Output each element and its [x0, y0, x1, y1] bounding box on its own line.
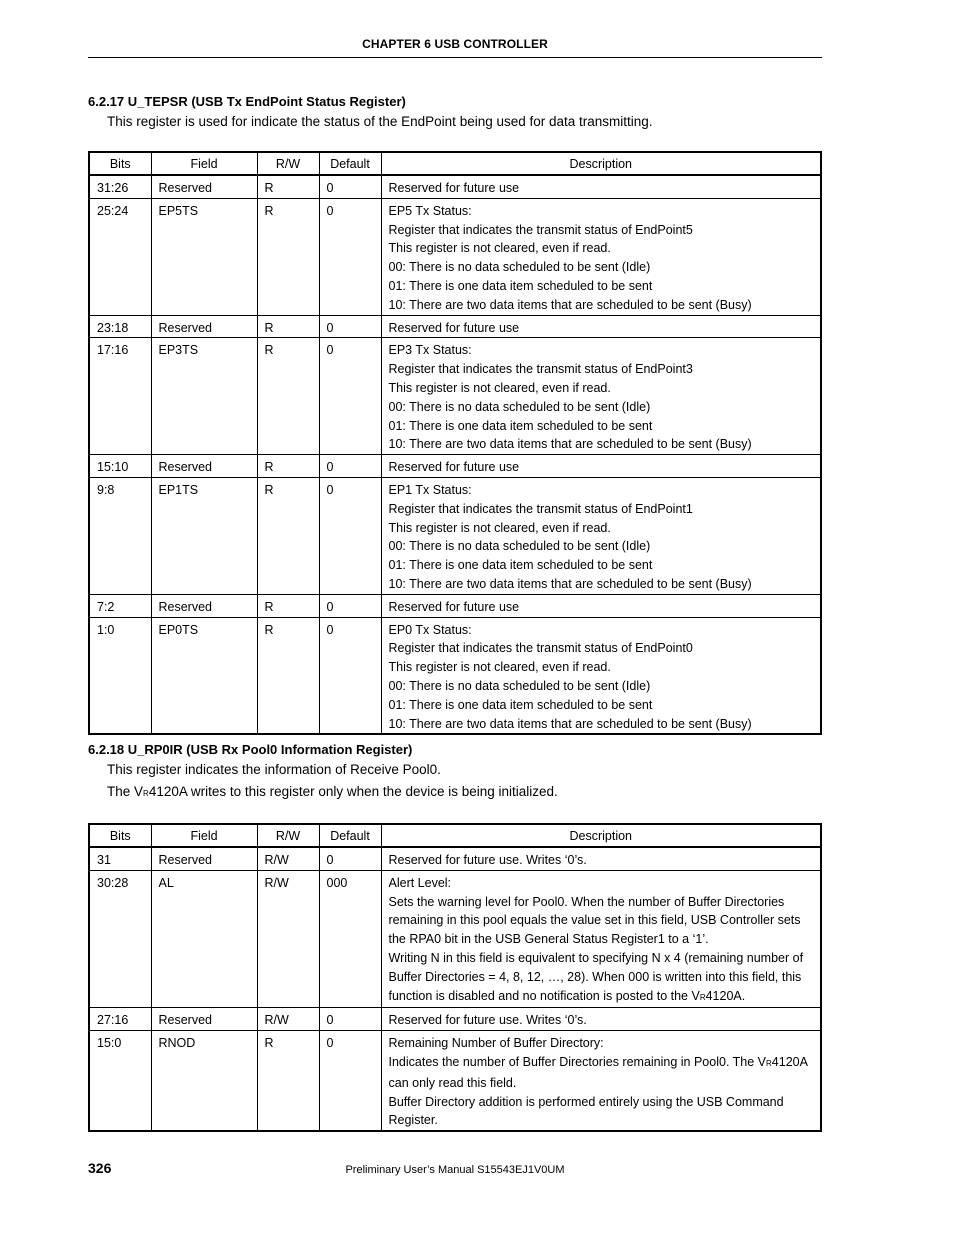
description-cell: [381, 455, 821, 478]
table-header-row: [89, 152, 821, 175]
description-line: EP3 Tx Status:: [388, 343, 472, 358]
description-line: Reserved for future use: [388, 320, 520, 335]
table-row: [89, 870, 821, 1008]
description-line: 01: There is one data item scheduled to be sent: [388, 697, 653, 712]
default-cell: 0: [319, 1031, 381, 1131]
default-cell: 0: [319, 338, 381, 455]
description-cell: [381, 338, 821, 455]
rw-cell: R: [257, 594, 319, 617]
bits-cell: 23:18: [89, 315, 151, 338]
description-line: Reserved for future use. Writes ‘0’s.: [388, 1013, 587, 1028]
table-row: [89, 477, 821, 594]
bits-cell: 15:10: [89, 455, 151, 478]
field-cell: Reserved: [151, 455, 257, 478]
table-row: [89, 1031, 821, 1131]
description-line: 00: There is no data scheduled to be sent (Idle): [388, 539, 651, 554]
field-cell: EP3TS: [151, 338, 257, 455]
rw-cell: R: [257, 315, 319, 338]
subscript-r: R: [143, 789, 149, 798]
column-header: Default: [319, 152, 381, 175]
table-row: [89, 594, 821, 617]
description-line: This register is not cleared, even if read.: [388, 660, 611, 675]
table-row: [89, 315, 821, 338]
description-line: 10: There are two data items that are scheduled to be sent (Busy): [388, 297, 752, 312]
column-header: Description: [569, 829, 633, 843]
bits-cell: 9:8: [89, 477, 151, 594]
section-u-rp0ir: [88, 742, 822, 1132]
description-line: Writing N in this field is equivalent to specifying N x 4 (remaining number of: [388, 950, 804, 965]
description-line: This register is not cleared, even if read.: [388, 520, 611, 535]
column-header: Bits: [89, 152, 151, 175]
description-cell: [381, 847, 821, 870]
rw-cell: R/W: [257, 847, 319, 870]
subscript-r: R: [699, 992, 706, 1002]
field-cell: EP5TS: [151, 198, 257, 315]
bits-cell: 17:16: [89, 338, 151, 455]
description-cell: [381, 594, 821, 617]
default-cell: 0: [319, 455, 381, 478]
field-cell: Reserved: [151, 1008, 257, 1031]
default-cell: 0: [319, 198, 381, 315]
description-cell: [381, 1008, 821, 1031]
bits-cell: 30:28: [89, 870, 151, 1008]
description-line: Remaining Number of Buffer Directory:: [388, 1036, 604, 1051]
default-cell: 0: [319, 847, 381, 870]
column-header: R/W: [257, 152, 319, 175]
description-line: Sets the warning level for Pool0. When the number of Buffer Directories: [388, 894, 785, 909]
bits-cell: 31: [89, 847, 151, 870]
description-line: 10: There are two data items that are scheduled to be sent (Busy): [388, 437, 752, 452]
bits-cell: 27:16: [89, 1008, 151, 1031]
paragraph: This register is used for indicate the status of the EndPoint being used for data transmitting.: [107, 114, 653, 129]
default-cell: 0: [319, 594, 381, 617]
bits-cell: 25:24: [89, 198, 151, 315]
page-number: 326: [88, 1160, 112, 1176]
section-u-tepsr: [88, 94, 822, 735]
description-line: EP5 Tx Status:: [388, 203, 472, 218]
table-row: [89, 617, 821, 734]
description-line: Register that indicates the transmit status of EndPoint3: [388, 362, 693, 377]
field-cell: EP0TS: [151, 617, 257, 734]
description-line: Buffer Directories = 4, 8, 12, …, 28). When 000 is written into this field, this: [388, 969, 802, 984]
rw-cell: R/W: [257, 1008, 319, 1031]
table-row: [89, 847, 821, 870]
description-line: This register is not cleared, even if read.: [388, 241, 611, 256]
rw-cell: R: [257, 175, 319, 198]
description-line: can only read this field.: [388, 1075, 517, 1090]
description-line: the RPA0 bit in the USB General Status Register1 to a ‘1’.: [388, 932, 709, 947]
field-cell: RNOD: [151, 1031, 257, 1131]
description-line: Reserved for future use: [388, 181, 520, 195]
table-row: [89, 1008, 821, 1031]
description-line: 10: There are two data items that are scheduled to be sent (Busy): [388, 576, 752, 591]
description-line: Register that indicates the transmit status of EndPoint0: [388, 641, 693, 656]
field-cell: Reserved: [151, 594, 257, 617]
field-cell: Reserved: [151, 847, 257, 870]
register-table: [88, 823, 822, 1132]
paragraph: This register indicates the information of Receive Pool0.: [107, 762, 441, 777]
description-cell: [381, 315, 821, 338]
description-line: Reserved for future use. Writes ‘0’s.: [388, 853, 587, 867]
table-header-row: [89, 824, 821, 847]
register-table: [88, 151, 822, 735]
column-header: Bits: [89, 824, 151, 847]
rw-cell: R: [257, 477, 319, 594]
rw-cell: R: [257, 338, 319, 455]
table-row: [89, 455, 821, 478]
bits-cell: 15:0: [89, 1031, 151, 1131]
field-cell: Reserved: [151, 315, 257, 338]
description-line: Reserved for future use: [388, 460, 520, 475]
subscript-r: R: [766, 1058, 772, 1068]
description-cell: [381, 1031, 821, 1131]
description-line: Register that indicates the transmit status of EndPoint5: [388, 222, 693, 237]
default-cell: 0: [319, 617, 381, 734]
description-line: This register is not cleared, even if read.: [388, 380, 611, 395]
column-header: Field: [151, 152, 257, 175]
description-line: Alert Level:: [388, 875, 452, 890]
default-cell: 0: [319, 477, 381, 594]
description-cell: [381, 198, 821, 315]
description-cell: [381, 870, 821, 1008]
description-line: Reserved for future use: [388, 599, 520, 614]
paragraph: The VR4120A writes to this register only when the device is being initialized.: [107, 784, 558, 799]
section-paragraphs: [88, 762, 822, 802]
table-row: [89, 198, 821, 315]
rw-cell: R: [257, 617, 319, 734]
rw-cell: R/W: [257, 870, 319, 1008]
chapter-header: CHAPTER 6 USB CONTROLLER: [88, 37, 822, 58]
description-line: 10: There are two data items that are scheduled to be sent (Busy): [388, 716, 752, 731]
default-cell: 0: [319, 315, 381, 338]
rw-cell: R: [257, 198, 319, 315]
description-cell: [381, 175, 821, 198]
field-cell: Reserved: [151, 175, 257, 198]
description-line: 00: There is no data scheduled to be sent (Idle): [388, 399, 651, 414]
description-line: 01: There is one data item scheduled to be sent: [388, 558, 653, 573]
section-title: 6.2.18 U_RP0IR (USB Rx Pool0 Information Register): [88, 742, 413, 757]
field-cell: EP1TS: [151, 477, 257, 594]
description-line: Indicates the number of Buffer Directories remaining in Pool0. The VR4120A: [388, 1054, 808, 1069]
bits-cell: 1:0: [89, 617, 151, 734]
column-header: Description: [569, 157, 633, 171]
description-line: Register that indicates the transmit status of EndPoint1: [388, 501, 693, 516]
column-header: Default: [319, 824, 381, 847]
section-title: 6.2.17 U_TEPSR (USB Tx EndPoint Status Register): [88, 94, 406, 109]
default-cell: 0: [319, 175, 381, 198]
rw-cell: R: [257, 455, 319, 478]
description-line: EP0 Tx Status:: [388, 622, 472, 637]
table-row: [89, 175, 821, 198]
description-line: 01: There is one data item scheduled to be sent: [388, 418, 653, 433]
description-cell: [381, 617, 821, 734]
description-line: remaining in this pool equals the value set in this field, USB Controller sets: [388, 913, 801, 928]
description-line: function is disabled and no notification is posted to the VR4120A.: [388, 988, 746, 1003]
description-line: 01: There is one data item scheduled to be sent: [388, 278, 653, 293]
description-line: Buffer Directory addition is performed entirely using the USB Command: [388, 1094, 784, 1109]
bits-cell: 31:26: [89, 175, 151, 198]
description-line: 00: There is no data scheduled to be sent (Idle): [388, 260, 651, 275]
description-line: Register.: [388, 1113, 438, 1128]
footer-text: Preliminary User’s Manual S15543EJ1V0UM: [345, 1164, 565, 1176]
field-cell: AL: [151, 870, 257, 1008]
default-cell: 000: [319, 870, 381, 1008]
description-line: 00: There is no data scheduled to be sent (Idle): [388, 678, 651, 693]
bits-cell: 7:2: [89, 594, 151, 617]
description-line: EP1 Tx Status:: [388, 482, 472, 497]
section-paragraphs: [88, 114, 822, 130]
description-cell: [381, 477, 821, 594]
default-cell: 0: [319, 1008, 381, 1031]
column-header: R/W: [257, 824, 319, 847]
table-row: [89, 338, 821, 455]
rw-cell: R: [257, 1031, 319, 1131]
column-header: Field: [151, 824, 257, 847]
